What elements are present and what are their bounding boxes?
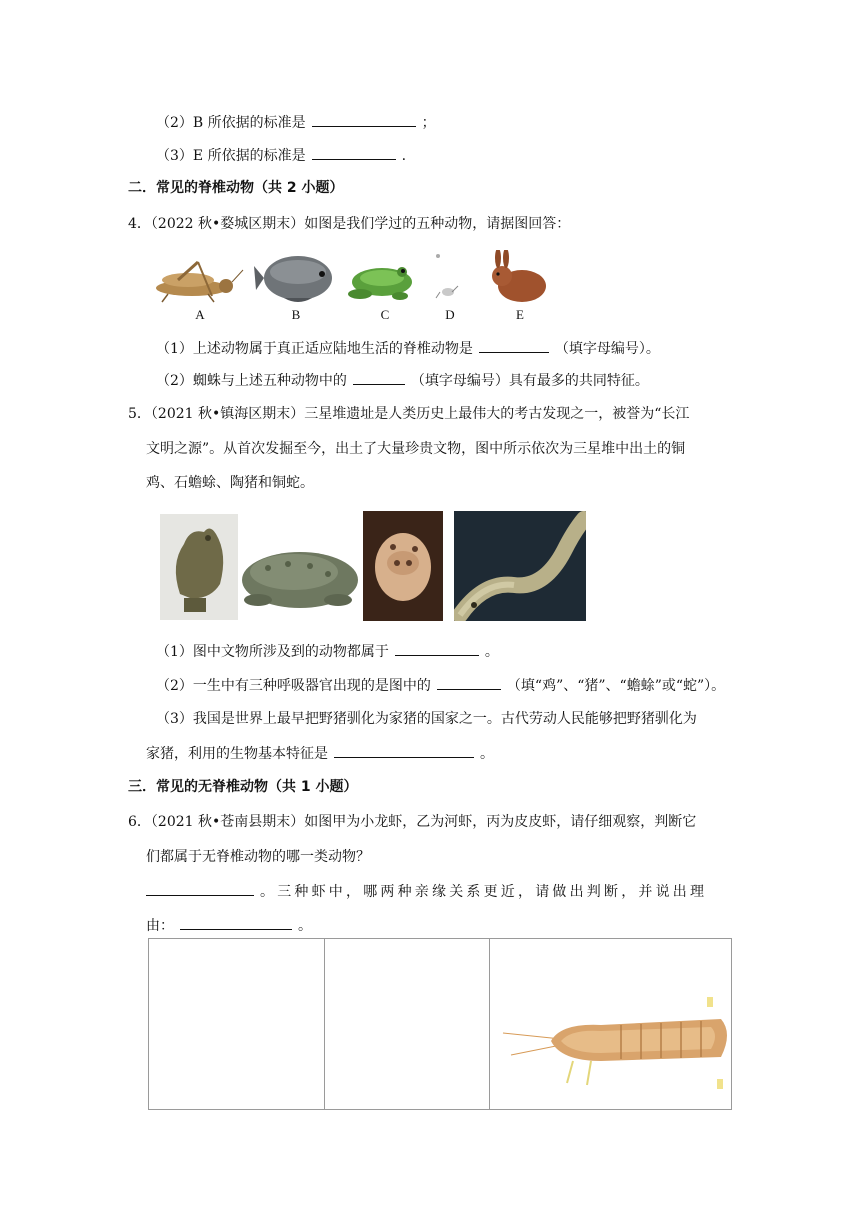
- fish-image: [254, 250, 338, 306]
- shrimp-image-table: [148, 938, 732, 1110]
- grasshopper-image: [148, 258, 244, 306]
- figure-label: A: [195, 307, 205, 322]
- answer-blank[interactable]: [312, 112, 416, 127]
- question-stem: 由： 。: [146, 915, 312, 936]
- answer-blank[interactable]: [353, 370, 405, 385]
- q5-sub2: （2）一生中有三种呼吸器官出现的是图中的 （填“鸡”、“猪”、“蟾蜍”或“蛇”）。: [156, 675, 725, 696]
- pottery-pig-image: [363, 511, 443, 621]
- answer-blank[interactable]: [146, 881, 254, 896]
- table-cell-crayfish: [149, 939, 325, 1109]
- bronze-rooster-image: [160, 514, 238, 620]
- q5-sub3: （3）我国是世界上最早把野猪驯化为家猪的国家之一。古代劳动人民能够把野猪驯化为: [156, 711, 697, 727]
- section-title: 三．常见的无脊椎动物（共 1 小题）: [128, 779, 358, 795]
- answer-blank[interactable]: [395, 641, 479, 656]
- answer-blank[interactable]: [312, 145, 396, 160]
- question-stem: 鸡、石蟾蜍、陶猪和铜蛇。: [146, 475, 314, 491]
- question-stem: 们都属于无脊椎动物的哪一类动物？: [146, 849, 370, 865]
- figure-label: B: [291, 307, 301, 322]
- question-stem: 5．（2021 秋•镇海区期末）三星堆遗址是人类历史上最伟大的考古发现之一，被誉为“长江: [128, 406, 690, 422]
- answer-blank[interactable]: [180, 915, 292, 930]
- mantis-shrimp-image: [501, 989, 733, 1111]
- frog-image: [346, 260, 418, 302]
- answer-blank[interactable]: [437, 675, 501, 690]
- table-cell-river-shrimp: [324, 939, 490, 1109]
- answer-blank[interactable]: [479, 338, 549, 353]
- section-title: 二．常见的脊椎动物（共 2 小题）: [128, 180, 344, 196]
- question-stem: 4．（2022 秋•婺城区期末）如图是我们学过的五种动物，请据图回答：: [128, 216, 571, 232]
- question-stem: 。三种虾中，哪两种亲缘关系更近，请做出判断，并说出理: [146, 881, 707, 902]
- q4-sub1: （1）上述动物属于真正适应陆地生活的脊椎动物是 （填字母编号）。: [156, 338, 660, 359]
- question-stem: 文明之源”。从首次发掘至今，出土了大量珍贵文物，图中所示依次为三星堆中出土的铜: [146, 441, 686, 457]
- answer-blank[interactable]: [334, 743, 474, 758]
- q3-sub3: （3）E 所依据的标准是 .: [156, 145, 406, 166]
- question-stem: 6．（2021 秋•苍南县期末）如图甲为小龙虾，乙为河虾，丙为皮皮虾，请仔细观察，判断它: [128, 814, 697, 830]
- q4-sub2: （2）蜘蛛与上述五种动物中的 （填字母编号）具有最多的共同特征。: [156, 370, 649, 391]
- bird-image: [434, 252, 462, 302]
- rabbit-image: [486, 250, 550, 304]
- bronze-snake-image: [454, 511, 586, 621]
- q5-sub3-cont: 家猪，利用的生物基本特征是 。: [146, 743, 494, 764]
- figure-label: C: [380, 307, 390, 322]
- figure-label: D: [445, 307, 455, 322]
- stone-toad-image: [238, 536, 362, 616]
- figure-label: E: [516, 307, 524, 322]
- q5-sub1: （1）图中文物所涉及到的动物都属于 。: [156, 641, 499, 662]
- q3-sub2: （2）B 所依据的标准是 ；: [156, 112, 436, 133]
